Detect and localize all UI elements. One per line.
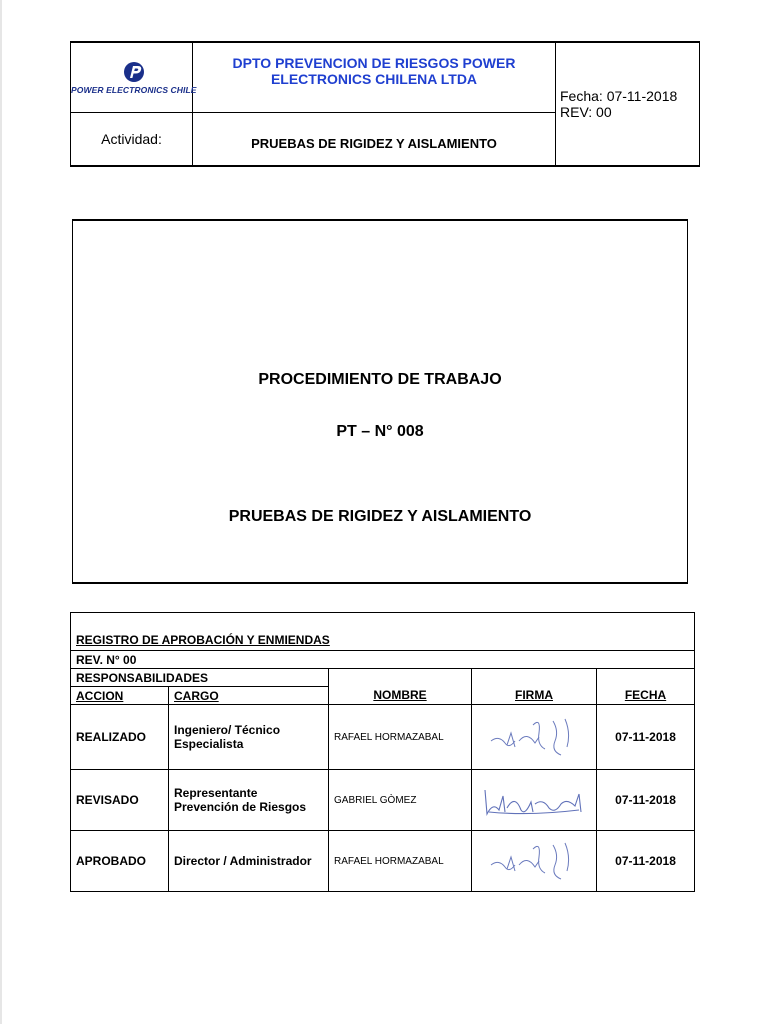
department-cell	[193, 42, 556, 113]
row-accion: REVISADO	[71, 770, 169, 831]
signature-image	[479, 780, 589, 820]
department-title-line1: DPTO PREVENCION DE RIESGOS POWER	[232, 55, 516, 71]
table-row	[71, 770, 695, 831]
page-edge	[0, 0, 2, 1024]
procedure-title: PROCEDIMIENTO DE TRABAJO	[258, 371, 502, 388]
logo-text: POWER ELECTRONICS CHILE	[71, 84, 197, 95]
column-fecha: FECHA	[597, 669, 695, 705]
power-logo-icon	[119, 61, 149, 83]
row-fecha: 07-11-2018	[597, 831, 695, 892]
column-cargo: CARGO	[169, 687, 329, 705]
document-meta	[556, 42, 700, 166]
responsabilidades-label: RESPONSABILIDADES	[71, 669, 329, 687]
table-row	[71, 831, 695, 892]
row-accion: APROBADO	[71, 831, 169, 892]
table-row	[71, 705, 695, 770]
title-box	[72, 219, 688, 584]
row-nombre: RAFAEL HORMAZABAL	[329, 831, 472, 892]
row-cargo: Representante Prevención de Riesgos	[169, 770, 329, 831]
row-nombre: RAFAEL HORMAZABAL	[329, 705, 472, 770]
row-cargo: Director / Administrador	[169, 831, 329, 892]
row-cargo: Ingeniero/ Técnico Especialista	[169, 705, 329, 770]
activity-label: Actividad:	[71, 113, 193, 167]
approval-title: REGISTRO DE APROBACIÓN Y ENMIENDAS	[71, 613, 695, 651]
row-fecha: 07-11-2018	[597, 705, 695, 770]
signature-image	[479, 711, 589, 763]
logo-cell	[71, 42, 197, 113]
row-fecha: 07-11-2018	[597, 770, 695, 831]
department-title-line2: ELECTRONICS CHILENA LTDA	[270, 71, 478, 87]
document-header	[70, 41, 700, 167]
activity-value: PRUEBAS DE RIGIDEZ Y AISLAMIENTO	[193, 113, 556, 167]
approval-table	[70, 612, 695, 892]
column-firma: FIRMA	[472, 669, 597, 705]
approval-revision: REV. N° 00	[71, 651, 695, 669]
procedure-subject: PRUEBAS DE RIGIDEZ Y AISLAMIENTO	[228, 508, 532, 525]
document-date: Fecha: 07-11-2018	[560, 88, 678, 104]
row-firma	[472, 705, 597, 770]
row-firma	[472, 831, 597, 892]
procedure-number: PT – N° 008	[336, 423, 424, 440]
row-accion: REALIZADO	[71, 705, 169, 770]
column-accion: ACCION	[71, 687, 169, 705]
row-nombre: GABRIEL GÒMEZ	[329, 770, 472, 831]
document-revision: REV: 00	[560, 104, 612, 120]
row-firma	[472, 770, 597, 831]
company-logo	[71, 61, 197, 95]
column-nombre: NOMBRE	[329, 669, 472, 705]
signature-image	[479, 835, 589, 887]
